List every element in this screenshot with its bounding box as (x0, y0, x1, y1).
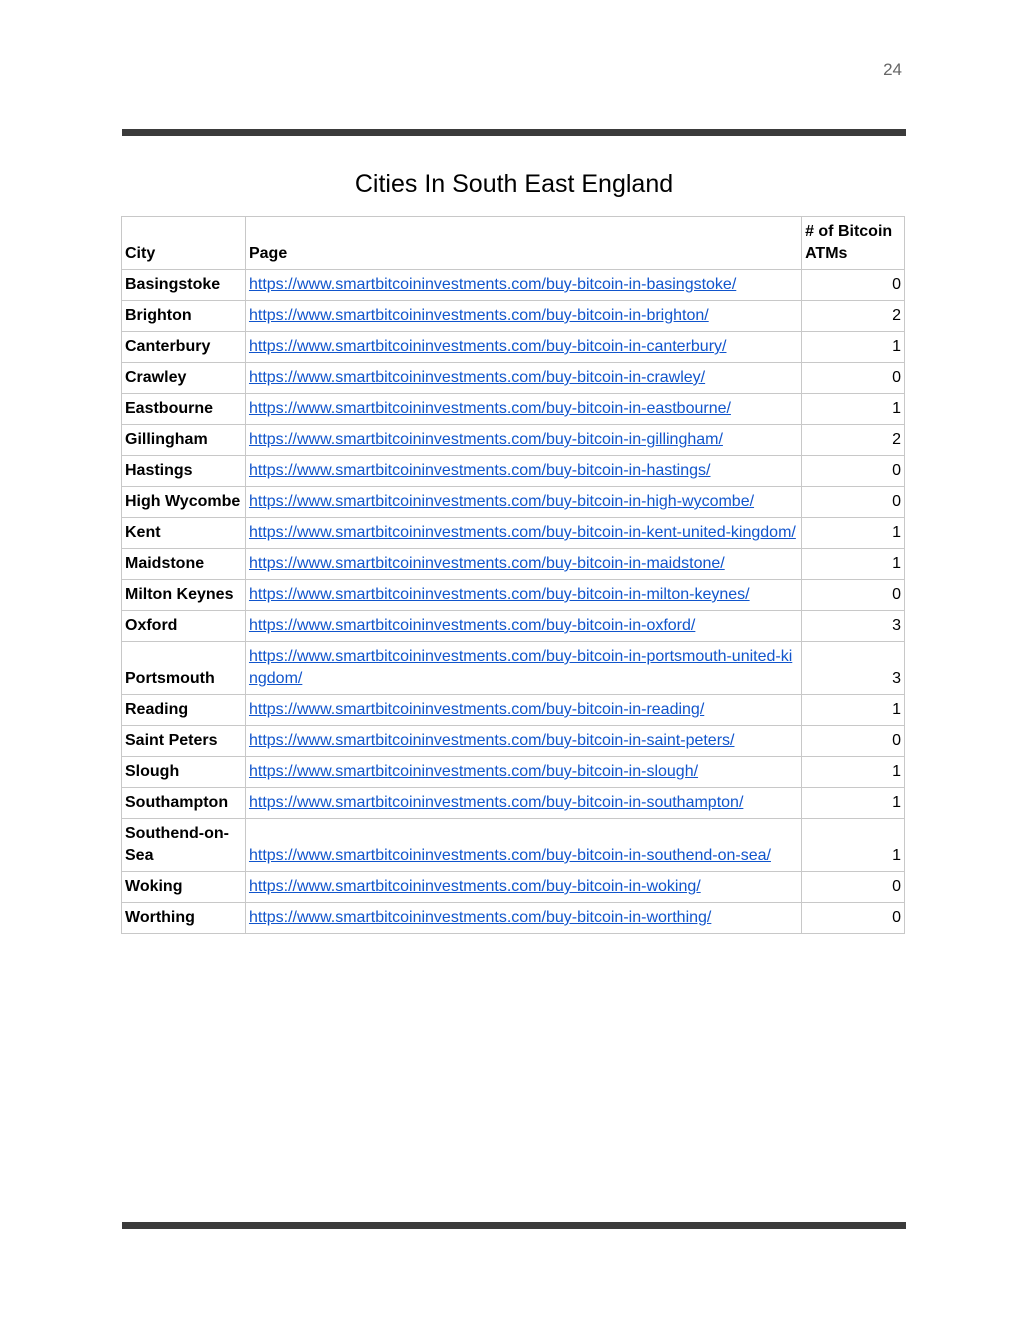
atm-count-cell: 2 (802, 301, 905, 332)
page-link[interactable]: https://www.smartbitcoininvestments.com/buy-bitcoin-in-southampton/ (248, 794, 744, 811)
table-row (122, 456, 905, 487)
atm-count-cell: 0 (802, 872, 905, 903)
atm-count-cell: 0 (802, 363, 905, 394)
page-cell (245, 549, 801, 580)
bottom-divider (122, 1222, 906, 1229)
table-row (122, 642, 905, 695)
page-cell (245, 301, 801, 332)
city-cell: Slough (122, 757, 246, 788)
page-link[interactable]: https://www.smartbitcoininvestments.com/buy-bitcoin-in-woking/ (248, 878, 701, 895)
city-cell: Oxford (122, 611, 246, 642)
page-link[interactable]: https://www.smartbitcoininvestments.com/buy-bitcoin-in-kent-united-kingdom/ (248, 524, 796, 541)
page-cell (245, 425, 801, 456)
page-title: Cities In South East England (354, 170, 674, 198)
table-row (122, 695, 905, 726)
table-row (122, 819, 905, 872)
page-link[interactable]: https://www.smartbitcoininvestments.com/buy-bitcoin-in-brighton/ (248, 307, 709, 324)
page-link[interactable]: https://www.smartbitcoininvestments.com/buy-bitcoin-in-crawley/ (248, 369, 706, 386)
city-cell: Brighton (122, 301, 246, 332)
atm-count-cell: 0 (802, 487, 905, 518)
city-cell: Saint Peters (122, 726, 246, 757)
page-cell (245, 903, 801, 934)
atm-count-cell: 1 (802, 518, 905, 549)
atm-count-cell: 0 (802, 580, 905, 611)
atm-count-cell: 1 (802, 332, 905, 363)
page-link[interactable]: https://www.smartbitcoininvestments.com/buy-bitcoin-in-canterbury/ (248, 338, 727, 355)
top-divider (122, 129, 906, 136)
city-cell: Milton Keynes (122, 580, 246, 611)
city-cell: Woking (122, 872, 246, 903)
atm-count-cell: 2 (802, 425, 905, 456)
city-cell: Reading (122, 695, 246, 726)
atm-count-cell: 1 (802, 788, 905, 819)
page-cell (245, 332, 801, 363)
city-cell: Basingstoke (122, 270, 246, 301)
atm-count-cell: 3 (802, 642, 905, 695)
page-cell (245, 518, 801, 549)
city-cell: Worthing (122, 903, 246, 934)
page-cell (245, 726, 801, 757)
page-cell (245, 757, 801, 788)
atm-count-cell: 1 (802, 819, 905, 872)
bitcoin-atm-table (121, 216, 905, 934)
atm-count-cell: 0 (802, 726, 905, 757)
page-link[interactable]: https://www.smartbitcoininvestments.com/buy-bitcoin-in-slough/ (248, 763, 699, 780)
page-cell (245, 580, 801, 611)
table-row (122, 788, 905, 819)
page-cell (245, 394, 801, 425)
table-header-row (122, 217, 905, 270)
table-row (122, 363, 905, 394)
page-link[interactable]: https://www.smartbitcoininvestments.com/buy-bitcoin-in-basingstoke/ (248, 276, 737, 293)
table-row (122, 332, 905, 363)
page-cell (245, 695, 801, 726)
city-cell: Eastbourne (122, 394, 246, 425)
page-cell (245, 363, 801, 394)
table-row (122, 425, 905, 456)
page-cell (245, 788, 801, 819)
page-cell (245, 872, 801, 903)
table-body (122, 270, 905, 934)
page-link[interactable]: https://www.smartbitcoininvestments.com/buy-bitcoin-in-milton-keynes/ (248, 586, 750, 603)
city-cell: Crawley (122, 363, 246, 394)
atm-count-cell: 1 (802, 549, 905, 580)
city-cell: Portsmouth (122, 642, 246, 695)
page-link[interactable]: https://www.smartbitcoininvestments.com/buy-bitcoin-in-hastings/ (248, 462, 711, 479)
table-row (122, 487, 905, 518)
table-row (122, 757, 905, 788)
atm-count-cell: 3 (802, 611, 905, 642)
page-cell (245, 487, 801, 518)
city-cell: Gillingham (122, 425, 246, 456)
page-cell (245, 611, 801, 642)
page-link[interactable]: https://www.smartbitcoininvestments.com/buy-bitcoin-in-high-wycombe/ (248, 493, 755, 510)
city-cell: Maidstone (122, 549, 246, 580)
city-cell: Canterbury (122, 332, 246, 363)
page-link[interactable]: https://www.smartbitcoininvestments.com/buy-bitcoin-in-portsmouth-united-kingdom/ (248, 648, 793, 687)
atm-count-cell: 0 (802, 903, 905, 934)
table-row (122, 580, 905, 611)
table-row (122, 903, 905, 934)
page-cell (245, 270, 801, 301)
table-row (122, 301, 905, 332)
atm-count-cell: 0 (802, 456, 905, 487)
column-header-atms: # of Bitcoin ATMs (802, 217, 905, 270)
column-header-page: Page (245, 217, 801, 270)
page-link[interactable]: https://www.smartbitcoininvestments.com/buy-bitcoin-in-worthing/ (248, 909, 712, 926)
table-row (122, 394, 905, 425)
table-row (122, 270, 905, 301)
table-row (122, 611, 905, 642)
city-cell: Hastings (122, 456, 246, 487)
table-row (122, 518, 905, 549)
page-link[interactable]: https://www.smartbitcoininvestments.com/buy-bitcoin-in-oxford/ (248, 617, 696, 634)
table-row (122, 726, 905, 757)
page-link[interactable]: https://www.smartbitcoininvestments.com/buy-bitcoin-in-eastbourne/ (248, 400, 731, 417)
table-row (122, 872, 905, 903)
table-row (122, 549, 905, 580)
atm-count-cell: 1 (802, 394, 905, 425)
city-cell: High Wycombe (122, 487, 246, 518)
atm-count-cell: 1 (802, 695, 905, 726)
page-link[interactable]: https://www.smartbitcoininvestments.com/buy-bitcoin-in-saint-peters/ (248, 732, 735, 749)
page-cell (245, 456, 801, 487)
page-number: 24 (883, 60, 902, 79)
city-cell: Southend-on-Sea (122, 819, 246, 872)
page-link[interactable]: https://www.smartbitcoininvestments.com/buy-bitcoin-in-reading/ (248, 701, 705, 718)
page-link[interactable]: https://www.smartbitcoininvestments.com/buy-bitcoin-in-gillingham/ (248, 431, 723, 448)
page-link[interactable]: https://www.smartbitcoininvestments.com/buy-bitcoin-in-maidstone/ (248, 555, 725, 572)
page-cell (245, 642, 801, 695)
page-cell (245, 819, 801, 872)
city-cell: Kent (122, 518, 246, 549)
atm-count-cell: 0 (802, 270, 905, 301)
column-header-city: City (122, 217, 246, 270)
city-cell: Southampton (122, 788, 246, 819)
atm-count-cell: 1 (802, 757, 905, 788)
page-link[interactable]: https://www.smartbitcoininvestments.com/buy-bitcoin-in-southend-on-sea/ (248, 847, 771, 864)
